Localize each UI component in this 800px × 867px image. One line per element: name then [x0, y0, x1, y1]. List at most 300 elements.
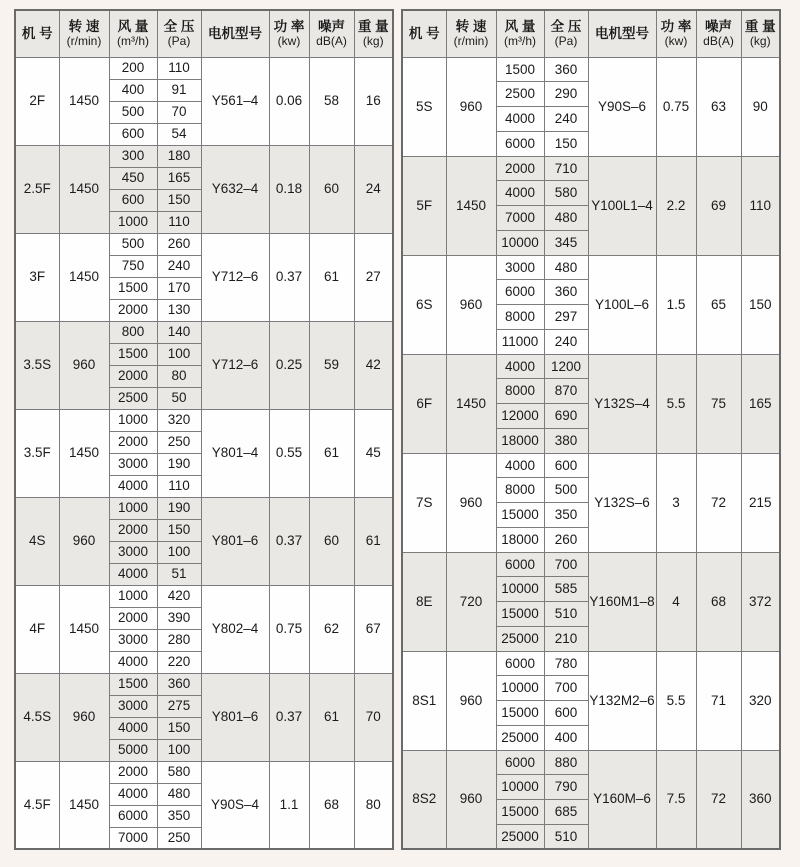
noise-cell: 61	[309, 233, 354, 321]
airflow-cell: 3000	[109, 541, 157, 563]
speed-cell: 1450	[59, 409, 109, 497]
column-header-label: 风 量	[504, 18, 536, 34]
table-row	[15, 497, 393, 519]
table-row	[402, 453, 780, 478]
speed-cell: 1450	[59, 761, 109, 849]
airflow-cell: 2500	[109, 387, 157, 409]
column-header-noise	[309, 10, 354, 57]
airflow-cell: 15000	[496, 701, 544, 726]
pressure-cell: 260	[544, 527, 588, 552]
speed-cell: 1450	[59, 585, 109, 673]
airflow-cell: 1500	[109, 673, 157, 695]
model-cell: 4.5F	[15, 761, 59, 849]
motor-cell: Y802–4	[201, 585, 269, 673]
motor-cell: Y712–6	[201, 233, 269, 321]
power-cell: 7.5	[656, 750, 696, 849]
airflow-cell: 7000	[109, 827, 157, 849]
noise-cell: 65	[696, 255, 741, 354]
airflow-cell: 10000	[496, 230, 544, 255]
pressure-cell: 510	[544, 824, 588, 849]
airflow-cell: 2500	[496, 82, 544, 107]
pressure-cell: 685	[544, 800, 588, 825]
airflow-cell: 25000	[496, 725, 544, 750]
noise-cell: 72	[696, 750, 741, 849]
model-cell: 3.5F	[15, 409, 59, 497]
airflow-cell: 1000	[109, 497, 157, 519]
column-header-label: 转 速	[455, 18, 487, 34]
pressure-cell: 190	[157, 453, 201, 475]
pressure-cell: 400	[544, 725, 588, 750]
header-row	[15, 10, 393, 57]
column-header-unit: dB(A)	[703, 34, 734, 49]
pressure-cell: 350	[157, 805, 201, 827]
airflow-cell: 1500	[109, 277, 157, 299]
weight-cell: 24	[354, 145, 393, 233]
airflow-cell: 6000	[496, 280, 544, 305]
pressure-cell: 250	[157, 431, 201, 453]
column-header-label: 电机型号	[208, 25, 262, 41]
noise-cell: 63	[696, 57, 741, 156]
power-cell: 0.55	[269, 409, 309, 497]
speed-cell: 1450	[59, 233, 109, 321]
airflow-cell: 2000	[109, 431, 157, 453]
motor-cell: Y632–4	[201, 145, 269, 233]
column-header-label: 机 号	[408, 25, 440, 41]
weight-cell: 165	[741, 354, 780, 453]
airflow-cell: 6000	[496, 131, 544, 156]
model-cell: 7S	[402, 453, 446, 552]
column-header-label: 噪声	[318, 18, 345, 34]
pressure-cell: 700	[544, 676, 588, 701]
airflow-cell: 200	[109, 57, 157, 79]
model-cell: 4S	[15, 497, 59, 585]
column-header-label: 机 号	[21, 25, 53, 41]
table-row	[15, 57, 393, 79]
speed-cell: 960	[446, 453, 496, 552]
weight-cell: 67	[354, 585, 393, 673]
weight-cell: 150	[741, 255, 780, 354]
model-cell: 8S1	[402, 651, 446, 750]
pressure-cell: 320	[157, 409, 201, 431]
weight-cell: 27	[354, 233, 393, 321]
power-cell: 0.06	[269, 57, 309, 145]
pressure-cell: 110	[157, 211, 201, 233]
weight-cell: 110	[741, 156, 780, 255]
table-row	[402, 57, 780, 82]
column-header-unit: (r/min)	[453, 34, 489, 49]
column-header-model	[15, 10, 59, 57]
speed-cell: 720	[446, 552, 496, 651]
weight-cell: 16	[354, 57, 393, 145]
weight-cell: 61	[354, 497, 393, 585]
pressure-cell: 500	[544, 478, 588, 503]
pressure-cell: 710	[544, 156, 588, 181]
airflow-cell: 2000	[109, 519, 157, 541]
column-header-unit: (kg)	[362, 34, 384, 49]
pressure-cell: 700	[544, 552, 588, 577]
column-header-unit: (Pa)	[167, 34, 191, 49]
table-row	[15, 321, 393, 343]
speed-cell: 960	[59, 497, 109, 585]
pressure-cell: 140	[157, 321, 201, 343]
speed-cell: 1450	[446, 354, 496, 453]
airflow-cell: 2000	[109, 365, 157, 387]
motor-cell: Y90S–4	[201, 761, 269, 849]
speed-cell: 960	[446, 750, 496, 849]
airflow-cell: 25000	[496, 626, 544, 651]
pressure-cell: 580	[157, 761, 201, 783]
power-cell: 1.1	[269, 761, 309, 849]
weight-cell: 372	[741, 552, 780, 651]
power-cell: 3	[656, 453, 696, 552]
column-header-motor	[588, 10, 656, 57]
pressure-cell: 510	[544, 602, 588, 627]
airflow-cell: 8000	[496, 379, 544, 404]
pressure-cell: 870	[544, 379, 588, 404]
table-row	[402, 750, 780, 775]
airflow-cell: 4000	[109, 475, 157, 497]
table-row	[15, 585, 393, 607]
pressure-cell: 360	[544, 280, 588, 305]
pressure-cell: 100	[157, 343, 201, 365]
column-header-label: 全 压	[163, 18, 195, 34]
model-cell: 2F	[15, 57, 59, 145]
airflow-cell: 15000	[496, 602, 544, 627]
pressure-cell: 280	[157, 629, 201, 651]
airflow-cell: 750	[109, 255, 157, 277]
column-header-unit: (kg)	[749, 34, 771, 49]
pressure-cell: 150	[544, 131, 588, 156]
pressure-cell: 585	[544, 577, 588, 602]
motor-cell: Y100L1–4	[588, 156, 656, 255]
column-header-model	[402, 10, 446, 57]
airflow-cell: 500	[109, 233, 157, 255]
pressure-cell: 790	[544, 775, 588, 800]
table-row	[402, 156, 780, 181]
column-header-label: 风 量	[117, 18, 149, 34]
table-row	[15, 761, 393, 783]
motor-cell: Y712–6	[201, 321, 269, 409]
column-header-speed	[446, 10, 496, 57]
pressure-cell: 240	[544, 107, 588, 132]
pressure-cell: 100	[157, 541, 201, 563]
model-cell: 6S	[402, 255, 446, 354]
pressure-cell: 880	[544, 750, 588, 775]
airflow-cell: 12000	[496, 404, 544, 429]
airflow-cell: 600	[109, 123, 157, 145]
column-header-pressure	[544, 10, 588, 57]
airflow-cell: 2000	[109, 761, 157, 783]
noise-cell: 69	[696, 156, 741, 255]
column-header-unit: (r/min)	[66, 34, 102, 49]
weight-cell: 215	[741, 453, 780, 552]
pressure-cell: 600	[544, 453, 588, 478]
airflow-cell: 8000	[496, 478, 544, 503]
airflow-cell: 11000	[496, 329, 544, 354]
power-cell: 5.5	[656, 651, 696, 750]
power-cell: 4	[656, 552, 696, 651]
airflow-cell: 1000	[109, 211, 157, 233]
motor-cell: Y801–4	[201, 409, 269, 497]
noise-cell: 59	[309, 321, 354, 409]
power-cell: 2.2	[656, 156, 696, 255]
model-cell: 3F	[15, 233, 59, 321]
airflow-cell: 3000	[109, 695, 157, 717]
power-cell: 0.37	[269, 497, 309, 585]
table-row	[15, 145, 393, 167]
airflow-cell: 15000	[496, 800, 544, 825]
column-header-airflow	[109, 10, 157, 57]
motor-cell: Y561–4	[201, 57, 269, 145]
weight-cell: 360	[741, 750, 780, 849]
speed-cell: 960	[446, 651, 496, 750]
speed-cell: 1450	[59, 57, 109, 145]
pressure-cell: 480	[544, 255, 588, 280]
noise-cell: 61	[309, 673, 354, 761]
pressure-cell: 51	[157, 563, 201, 585]
column-header-noise	[696, 10, 741, 57]
column-header-label: 重 量	[357, 18, 389, 34]
header-row	[402, 10, 780, 57]
pressure-cell: 260	[157, 233, 201, 255]
power-cell: 0.25	[269, 321, 309, 409]
pressure-cell: 150	[157, 189, 201, 211]
noise-cell: 60	[309, 497, 354, 585]
airflow-cell: 1500	[496, 57, 544, 82]
airflow-cell: 18000	[496, 428, 544, 453]
airflow-cell: 1500	[109, 343, 157, 365]
airflow-cell: 300	[109, 145, 157, 167]
pressure-cell: 165	[157, 167, 201, 189]
table-row	[402, 552, 780, 577]
motor-cell: Y160M–6	[588, 750, 656, 849]
airflow-cell: 4000	[109, 563, 157, 585]
noise-cell: 68	[309, 761, 354, 849]
airflow-cell: 2000	[109, 607, 157, 629]
weight-cell: 45	[354, 409, 393, 497]
pressure-cell: 210	[544, 626, 588, 651]
column-header-unit: (m³/h)	[504, 34, 536, 49]
column-header-label: 重 量	[744, 18, 776, 34]
pressure-cell: 91	[157, 79, 201, 101]
speed-cell: 960	[446, 255, 496, 354]
motor-cell: Y132S–6	[588, 453, 656, 552]
power-cell: 0.75	[269, 585, 309, 673]
model-cell: 5F	[402, 156, 446, 255]
table-row	[402, 651, 780, 676]
column-header-unit: (kw)	[277, 34, 301, 49]
column-header-pressure	[157, 10, 201, 57]
pressure-cell: 350	[544, 503, 588, 528]
table-row	[15, 233, 393, 255]
column-header-weight	[354, 10, 393, 57]
pressure-cell: 345	[544, 230, 588, 255]
noise-cell: 75	[696, 354, 741, 453]
spec-table-right	[401, 9, 781, 850]
column-header-unit: dB(A)	[316, 34, 347, 49]
pressure-cell: 110	[157, 57, 201, 79]
power-cell: 0.37	[269, 673, 309, 761]
airflow-cell: 15000	[496, 503, 544, 528]
pressure-cell: 420	[157, 585, 201, 607]
model-cell: 4.5S	[15, 673, 59, 761]
airflow-cell: 7000	[496, 206, 544, 231]
model-cell: 8S2	[402, 750, 446, 849]
column-header-label: 功 率	[660, 18, 692, 34]
weight-cell: 320	[741, 651, 780, 750]
pressure-cell: 780	[544, 651, 588, 676]
motor-cell: Y801–6	[201, 497, 269, 585]
airflow-cell: 3000	[109, 453, 157, 475]
speed-cell: 1450	[59, 145, 109, 233]
motor-cell: Y132S–4	[588, 354, 656, 453]
speed-cell: 1450	[446, 156, 496, 255]
airflow-cell: 600	[109, 189, 157, 211]
airflow-cell: 1000	[109, 585, 157, 607]
column-header-unit: (kw)	[664, 34, 688, 49]
pressure-cell: 220	[157, 651, 201, 673]
weight-cell: 80	[354, 761, 393, 849]
model-cell: 8E	[402, 552, 446, 651]
pressure-cell: 480	[544, 206, 588, 231]
pressure-cell: 240	[157, 255, 201, 277]
airflow-cell: 8000	[496, 305, 544, 330]
airflow-cell: 10000	[496, 775, 544, 800]
airflow-cell: 2000	[109, 299, 157, 321]
table-row	[15, 409, 393, 431]
pressure-cell: 80	[157, 365, 201, 387]
model-cell: 3.5S	[15, 321, 59, 409]
pressure-cell: 360	[157, 673, 201, 695]
airflow-cell: 6000	[496, 750, 544, 775]
airflow-cell: 18000	[496, 527, 544, 552]
airflow-cell: 10000	[496, 676, 544, 701]
airflow-cell: 3000	[109, 629, 157, 651]
airflow-cell: 4000	[109, 717, 157, 739]
power-cell: 0.75	[656, 57, 696, 156]
pressure-cell: 240	[544, 329, 588, 354]
column-header-unit: (Pa)	[554, 34, 578, 49]
motor-cell: Y100L–6	[588, 255, 656, 354]
column-header-motor	[201, 10, 269, 57]
pressure-cell: 70	[157, 101, 201, 123]
airflow-cell: 25000	[496, 824, 544, 849]
airflow-cell: 2000	[496, 156, 544, 181]
pressure-cell: 180	[157, 145, 201, 167]
pressure-cell: 690	[544, 404, 588, 429]
pressure-cell: 190	[157, 497, 201, 519]
pressure-cell: 170	[157, 277, 201, 299]
pressure-cell: 600	[544, 701, 588, 726]
airflow-cell: 1000	[109, 409, 157, 431]
column-header-unit: (m³/h)	[117, 34, 149, 49]
motor-cell: Y160M1–8	[588, 552, 656, 651]
pressure-cell: 100	[157, 739, 201, 761]
column-header-label: 电机型号	[595, 25, 649, 41]
motor-cell: Y90S–6	[588, 57, 656, 156]
column-header-power	[656, 10, 696, 57]
motor-cell: Y801–6	[201, 673, 269, 761]
airflow-cell: 500	[109, 101, 157, 123]
airflow-cell: 800	[109, 321, 157, 343]
pressure-cell: 150	[157, 717, 201, 739]
airflow-cell: 6000	[496, 651, 544, 676]
pressure-cell: 297	[544, 305, 588, 330]
power-cell: 1.5	[656, 255, 696, 354]
column-header-label: 噪声	[705, 18, 732, 34]
column-header-speed	[59, 10, 109, 57]
column-header-weight	[741, 10, 780, 57]
speed-cell: 960	[59, 321, 109, 409]
noise-cell: 68	[696, 552, 741, 651]
pressure-cell: 580	[544, 181, 588, 206]
pressure-cell: 150	[157, 519, 201, 541]
noise-cell: 60	[309, 145, 354, 233]
weight-cell: 42	[354, 321, 393, 409]
power-cell: 5.5	[656, 354, 696, 453]
table-row	[402, 354, 780, 379]
noise-cell: 62	[309, 585, 354, 673]
pressure-cell: 480	[157, 783, 201, 805]
pressure-cell: 50	[157, 387, 201, 409]
pressure-cell: 290	[544, 82, 588, 107]
noise-cell: 58	[309, 57, 354, 145]
table-row	[402, 255, 780, 280]
airflow-cell: 6000	[496, 552, 544, 577]
noise-cell: 61	[309, 409, 354, 497]
pressure-cell: 54	[157, 123, 201, 145]
pressure-cell: 360	[544, 57, 588, 82]
model-cell: 2.5F	[15, 145, 59, 233]
weight-cell: 70	[354, 673, 393, 761]
model-cell: 5S	[402, 57, 446, 156]
airflow-cell: 4000	[109, 783, 157, 805]
table-row	[15, 673, 393, 695]
column-header-label: 全 压	[550, 18, 582, 34]
pressure-cell: 390	[157, 607, 201, 629]
airflow-cell: 3000	[496, 255, 544, 280]
noise-cell: 72	[696, 453, 741, 552]
pressure-cell: 380	[544, 428, 588, 453]
spec-table-left	[14, 9, 394, 850]
airflow-cell: 4000	[496, 453, 544, 478]
airflow-cell: 4000	[496, 181, 544, 206]
pressure-cell: 275	[157, 695, 201, 717]
pressure-cell: 1200	[544, 354, 588, 379]
model-cell: 4F	[15, 585, 59, 673]
airflow-cell: 4000	[496, 354, 544, 379]
column-header-label: 功 率	[273, 18, 305, 34]
pressure-cell: 250	[157, 827, 201, 849]
airflow-cell: 4000	[109, 651, 157, 673]
column-header-airflow	[496, 10, 544, 57]
speed-cell: 960	[59, 673, 109, 761]
airflow-cell: 6000	[109, 805, 157, 827]
airflow-cell: 10000	[496, 577, 544, 602]
airflow-cell: 5000	[109, 739, 157, 761]
power-cell: 0.18	[269, 145, 309, 233]
airflow-cell: 4000	[496, 107, 544, 132]
pressure-cell: 110	[157, 475, 201, 497]
speed-cell: 960	[446, 57, 496, 156]
motor-cell: Y132M2–6	[588, 651, 656, 750]
column-header-label: 转 速	[68, 18, 100, 34]
weight-cell: 90	[741, 57, 780, 156]
power-cell: 0.37	[269, 233, 309, 321]
model-cell: 6F	[402, 354, 446, 453]
airflow-cell: 400	[109, 79, 157, 101]
pressure-cell: 130	[157, 299, 201, 321]
